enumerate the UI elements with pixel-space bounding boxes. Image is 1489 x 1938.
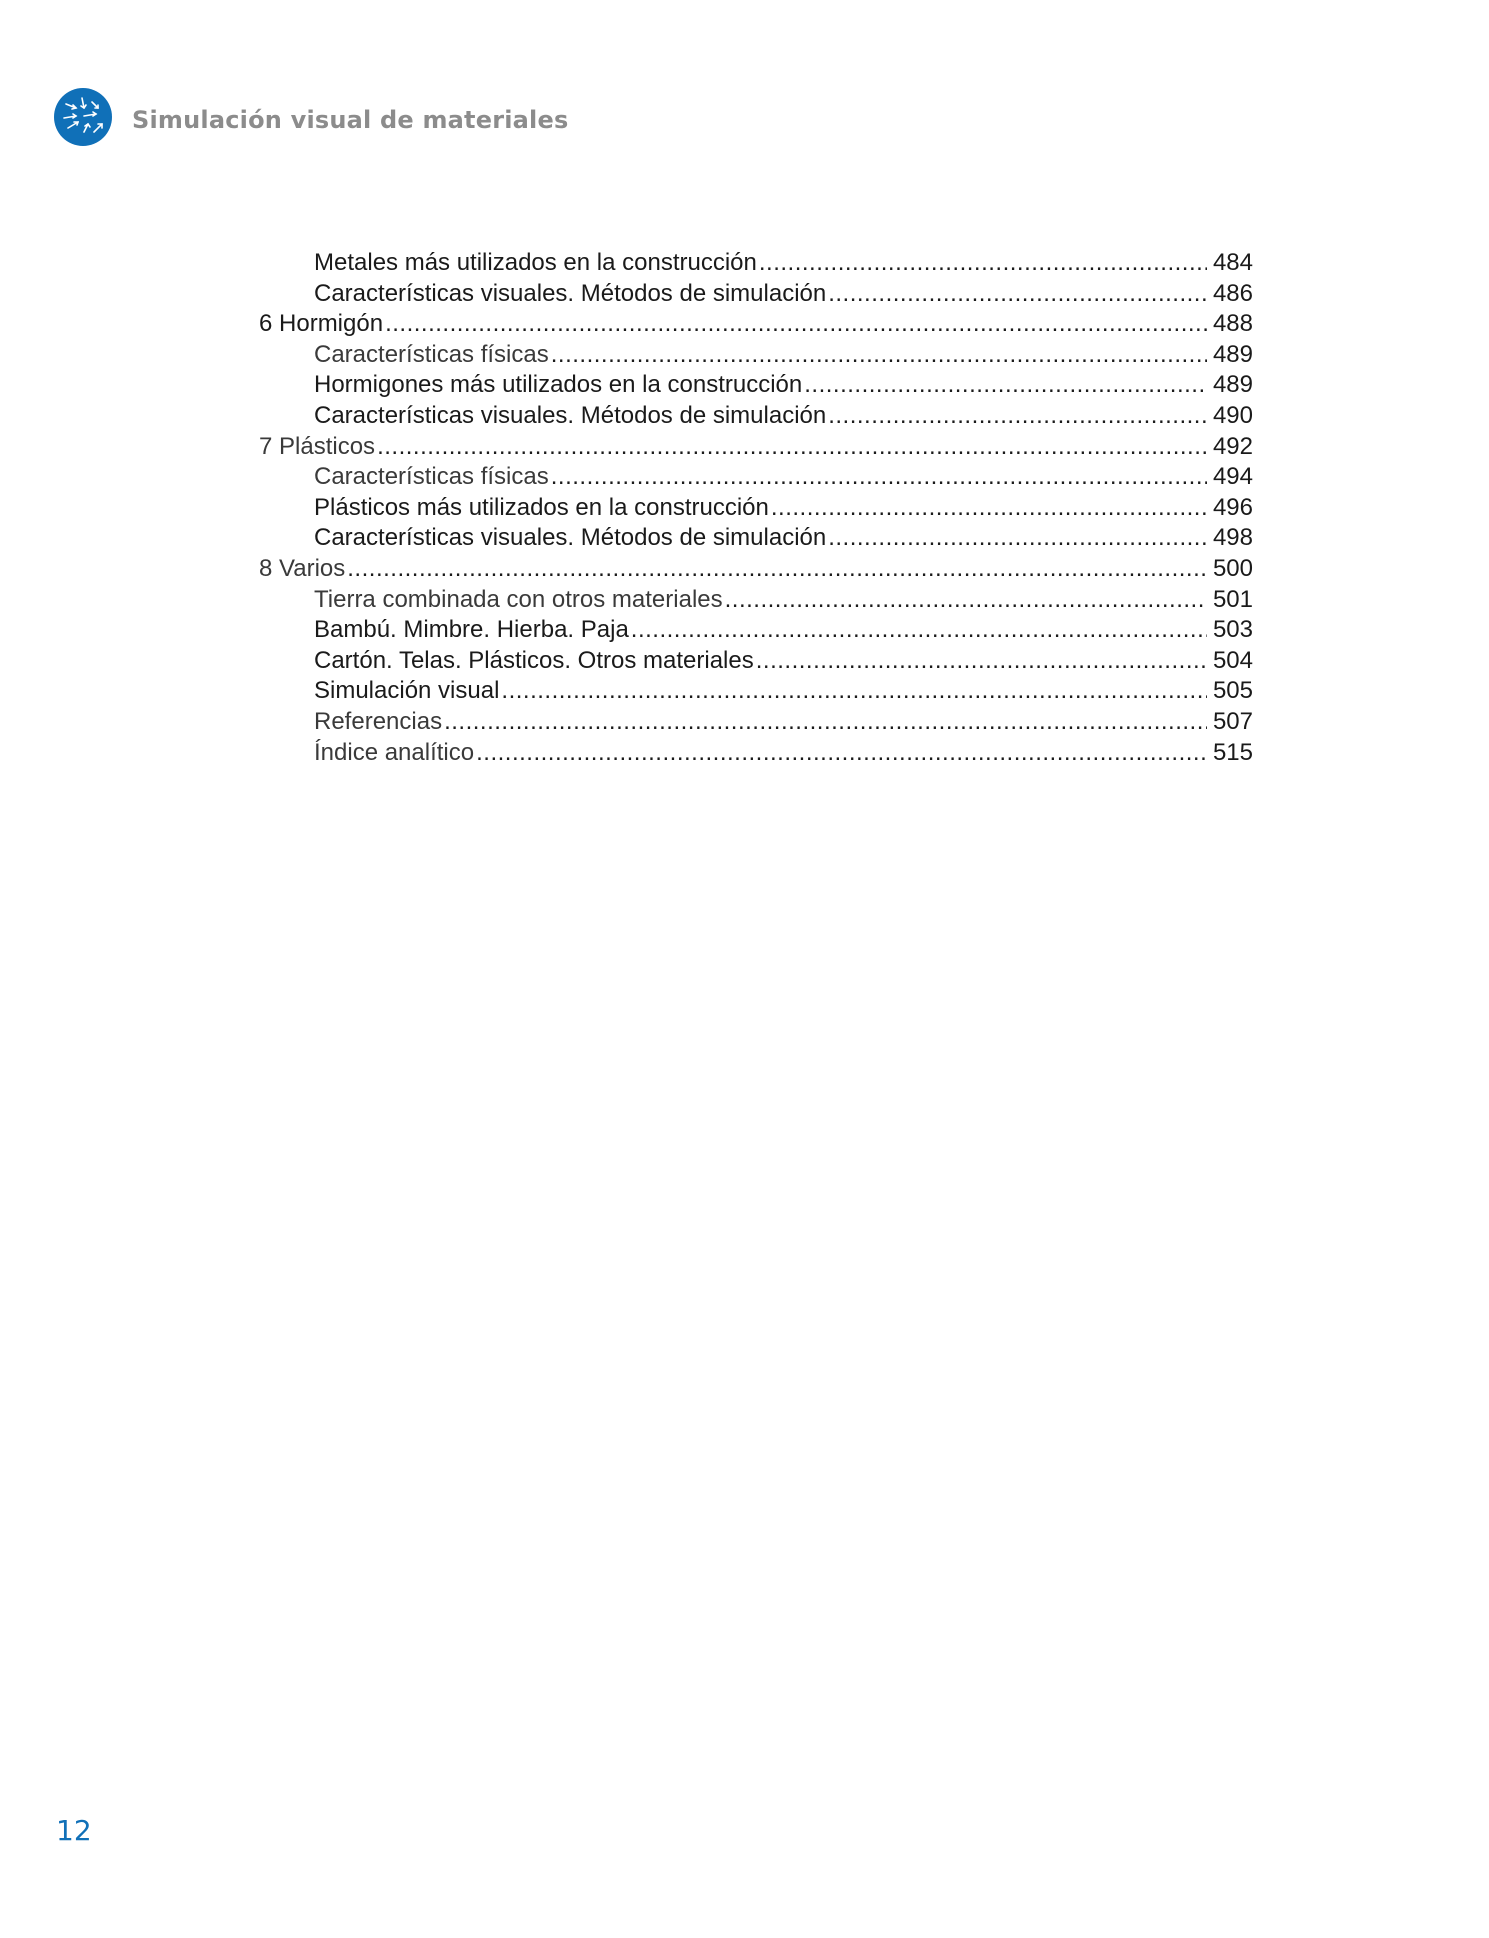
toc-entry-page: 486 bbox=[1212, 279, 1253, 307]
toc-entry-title: 7 Plásticos bbox=[259, 432, 376, 460]
page-number: 12 bbox=[56, 1814, 92, 1847]
toc-entry bbox=[259, 523, 1253, 554]
toc-entry-page: 489 bbox=[1212, 340, 1253, 368]
toc-dot-leader bbox=[828, 523, 1207, 554]
toc-dot-leader bbox=[347, 554, 1207, 585]
toc-dot-leader bbox=[756, 646, 1207, 677]
toc-entry-page: 505 bbox=[1212, 677, 1253, 705]
header-title: Simulación visual de materiales bbox=[132, 106, 569, 134]
toc-entry-page: 498 bbox=[1212, 524, 1253, 552]
toc-entry-title: Hormigones más utilizados en la construcción bbox=[314, 371, 803, 399]
toc-dot-leader bbox=[551, 462, 1207, 493]
toc-entry-title: Cartón. Telas. Plásticos. Otros materiales bbox=[314, 646, 754, 674]
running-header bbox=[54, 88, 568, 146]
toc-entry bbox=[259, 493, 1253, 524]
toc-entry-title: Plásticos más utilizados en la construcción bbox=[314, 493, 769, 521]
toc-dot-leader bbox=[828, 279, 1207, 310]
toc-entry-title: Simulación visual bbox=[314, 677, 500, 705]
toc-entry-title: Referencias bbox=[314, 707, 443, 735]
toc-entry bbox=[259, 554, 1253, 585]
toc-entry bbox=[259, 462, 1253, 493]
toc-entry-page: 494 bbox=[1212, 463, 1253, 491]
toc-entry bbox=[259, 615, 1253, 646]
toc-entry-page: 484 bbox=[1212, 249, 1253, 276]
toc-entry bbox=[259, 340, 1253, 371]
toc-entry-page: 501 bbox=[1212, 585, 1253, 613]
toc-entry-page: 489 bbox=[1212, 371, 1253, 399]
toc-entry bbox=[259, 432, 1253, 463]
toc-entry-title: Metales más utilizados en la construcción bbox=[314, 249, 757, 276]
toc-entry bbox=[259, 279, 1253, 310]
toc-entry bbox=[259, 309, 1253, 340]
toc-dot-leader bbox=[551, 340, 1207, 371]
toc-entry bbox=[259, 738, 1253, 769]
toc-entry-title: Características visuales. Métodos de simulación bbox=[314, 279, 827, 307]
toc-entry-title: Bambú. Mimbre. Hierba. Paja bbox=[314, 616, 629, 644]
toc-dot-leader bbox=[476, 738, 1207, 769]
toc-entry-title: Índice analítico bbox=[314, 738, 475, 766]
toc-entry-page: 507 bbox=[1212, 707, 1253, 735]
toc-dot-leader bbox=[631, 615, 1207, 646]
table-of-contents bbox=[259, 248, 1253, 768]
toc-entry-title: Características físicas bbox=[314, 340, 549, 368]
toc-entry-title: 8 Varios bbox=[259, 554, 346, 582]
toc-entry-page: 490 bbox=[1212, 401, 1253, 429]
toc-entry-page: 492 bbox=[1212, 432, 1253, 460]
toc-entry bbox=[259, 707, 1253, 738]
toc-dot-leader bbox=[501, 676, 1207, 707]
toc-dot-leader bbox=[804, 370, 1207, 401]
toc-dot-leader bbox=[828, 401, 1207, 432]
toc-entry-title: Características físicas bbox=[314, 463, 549, 491]
toc-entry-page: 500 bbox=[1212, 554, 1253, 582]
toc-entry bbox=[259, 370, 1253, 401]
toc-entry-title: Características visuales. Métodos de simulación bbox=[314, 401, 827, 429]
toc-dot-leader bbox=[444, 707, 1207, 738]
toc-entry-page: 504 bbox=[1212, 646, 1253, 674]
toc-entry-page: 488 bbox=[1212, 310, 1253, 338]
toc-entry-title: Características visuales. Métodos de simulación bbox=[314, 524, 827, 552]
toc-dot-leader bbox=[377, 432, 1207, 463]
toc-entry-title: 6 Hormigón bbox=[259, 310, 384, 338]
toc-entry bbox=[259, 401, 1253, 432]
arrows-circle-icon bbox=[54, 88, 112, 146]
toc-entry bbox=[259, 676, 1253, 707]
toc-dot-leader bbox=[771, 493, 1207, 524]
toc-entry-page: 496 bbox=[1212, 493, 1253, 521]
toc-dot-leader bbox=[759, 248, 1207, 279]
toc-dot-leader bbox=[385, 309, 1207, 340]
toc-entry-page: 515 bbox=[1212, 738, 1253, 766]
toc-dot-leader bbox=[725, 585, 1207, 616]
toc-entry-page: 503 bbox=[1212, 616, 1253, 644]
toc-entry bbox=[259, 248, 1253, 279]
toc-entry-title: Tierra combinada con otros materiales bbox=[314, 585, 723, 613]
toc-entry bbox=[259, 646, 1253, 677]
toc-entry bbox=[259, 585, 1253, 616]
